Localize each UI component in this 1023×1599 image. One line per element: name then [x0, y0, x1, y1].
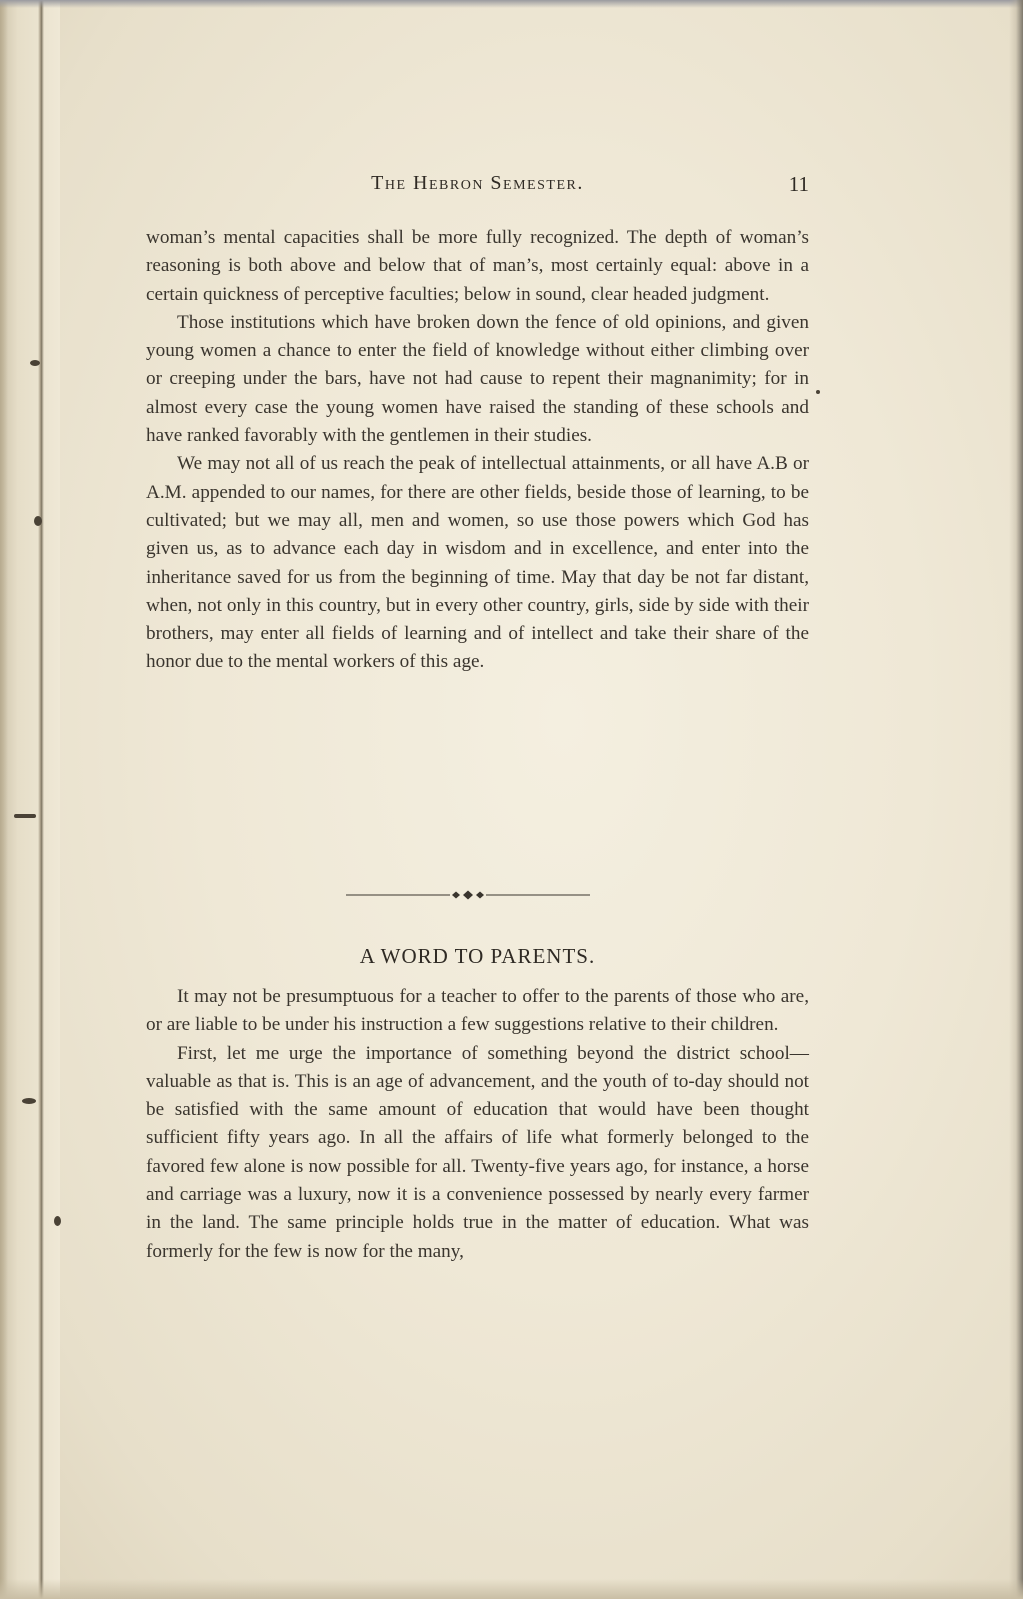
paragraph: woman’s mental capacities shall be more fully recognized. The depth of woman’s reasoning is both above and below that of man’s, most certainly equal: above in a certain quickness of perceptive faculties; below in sound, clear headed judgment.: [146, 227, 809, 305]
binding-thread-mark: [34, 516, 42, 526]
paragraph: Those institutions which have broken down the fence of old opinions, and given young women a chance to enter the field of knowledge without either climbing over or creeping under the bars, have not had cause to repent their magnanimity; for in almost every case the young women have raised the standing of these schools and have ranked favorably with the gentlemen in their studies.: [146, 311, 809, 447]
paragraph: First, let me urge the importance of something beyond the district school—valuable as that is. This is an age of advancement, and the youth of to-day should not be satisfied with the same amount of education that would have been thought sufficient fifty years ago. In all the affairs of life what formerly belonged to the favored few alone is now possible for all. Twenty-five years ago, for instance, a horse and carriage was a luxury, now it is a convenience possessed by nearly every farmer in the land. The same principle holds true in the matter of education. What was formerly for the few is now for the many,: [146, 1042, 809, 1262]
binding-crease: [38, 0, 44, 1599]
paragraph: We may not all of us reach the peak of intellectual attainments, or all have A.B or A.M. appended to our names, for there are other fields, beside those of learning, to be cultivated; but we may all, men and women, so use those powers which God has given us, as to advance each day in wisdom and in excellence, and enter into the inheritance saved for us from the beginning of time. May that day be not far distant, when, not only in this country, but in every other country, girls, side by side with their brothers, may enter all fields of learning and of intellect and take their share of the honor due to the mental workers of this age.: [146, 453, 809, 673]
paragraph: It may not be presumptuous for a teacher to offer to the parents of those who are, or are liable to be under his instruction a few suggestions relative to their children.: [146, 986, 809, 1036]
section-title: A WORD TO PARENTS.: [359, 944, 596, 968]
divider-diamond: [476, 892, 484, 899]
page-left-edge: [0, 0, 8, 1599]
page-right-edge: [1009, 0, 1023, 1599]
binding-thread-mark: [30, 360, 40, 366]
running-header: [146, 172, 809, 202]
article-text: [146, 983, 809, 1266]
continued-text: [146, 224, 809, 677]
binding-thread-mark: [54, 1216, 61, 1226]
section-divider-ornament: [346, 888, 598, 902]
binding-thread-mark: [14, 814, 36, 818]
binding-thread-mark: [22, 1098, 36, 1104]
running-title: The Hebron Semester.: [371, 172, 584, 194]
page-number: 11: [788, 172, 809, 196]
page-bottom-edge: [0, 1579, 1023, 1599]
page-top-edge: [0, 0, 1023, 8]
ink-speck: [816, 390, 820, 394]
divider-diamond: [452, 892, 460, 899]
divider-diamond: [463, 891, 473, 900]
page-spine: [0, 0, 60, 1599]
